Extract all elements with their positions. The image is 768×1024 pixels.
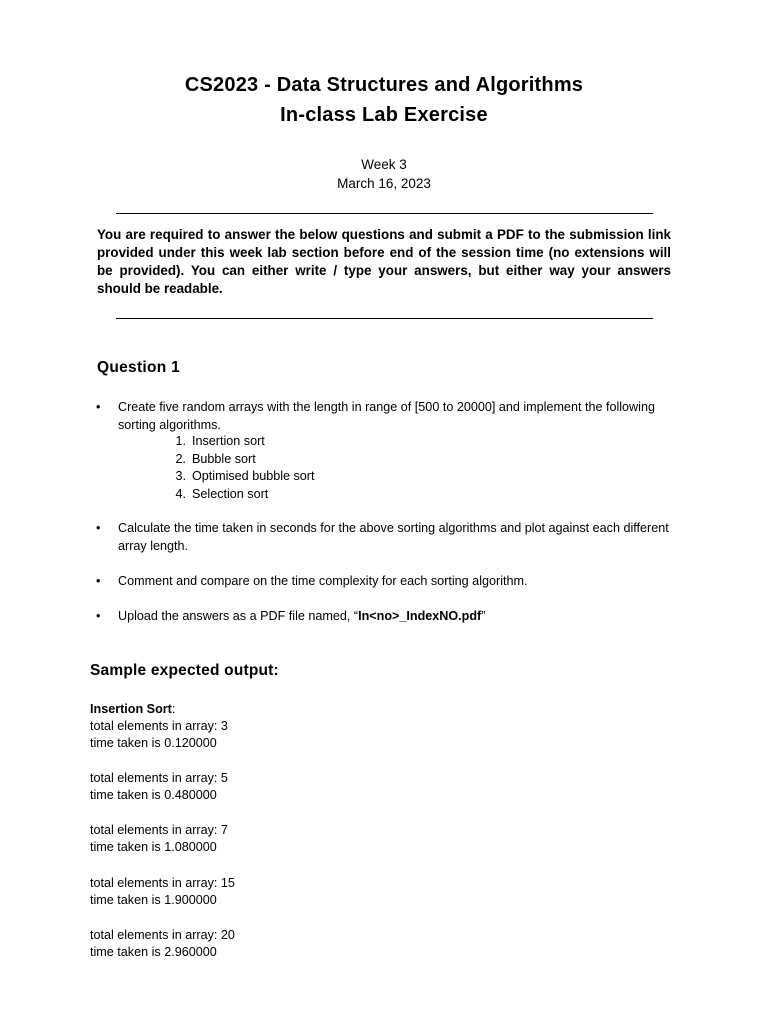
output-elements-line: total elements in array: 5 xyxy=(90,771,228,785)
output-time-line: time taken is 1.080000 xyxy=(90,840,217,854)
bullet-icon: • xyxy=(96,609,101,623)
bullet-text: Comment and compare on the time complexity for each sorting algorithm. xyxy=(118,574,528,588)
document-subtitle: In-class Lab Exercise xyxy=(280,104,488,126)
upload-suffix: ” xyxy=(481,609,486,623)
output-elements-line: total elements in array: 20 xyxy=(90,928,235,942)
week-label: Week 3 xyxy=(361,157,407,172)
list-number: 4. xyxy=(175,486,186,501)
list-item xyxy=(168,468,468,486)
output-elements-line: total elements in array: 15 xyxy=(90,876,235,890)
output-time-line: time taken is 1.900000 xyxy=(90,893,217,907)
output-entry xyxy=(90,770,490,804)
question-heading: Question 1 xyxy=(97,359,181,376)
output-entry xyxy=(90,822,490,856)
output-time-line: time taken is 2.960000 xyxy=(90,945,217,959)
output-elements-line: total elements in array: 3 xyxy=(90,719,228,733)
list-label: Optimised bubble sort xyxy=(192,469,315,484)
list-number: 1. xyxy=(175,434,186,448)
bullet-text: Calculate the time taken in seconds for the above sorting algorithms and plot against each different array length. xyxy=(118,521,669,553)
list-item xyxy=(168,433,468,451)
list-item xyxy=(168,451,468,469)
output-elements-line: total elements in array: 7 xyxy=(90,823,228,837)
sorting-algorithm-list xyxy=(168,433,468,503)
list-number: 2. xyxy=(175,451,186,466)
course-title: CS2023 - Data Structures and Algorithms xyxy=(184,74,584,96)
sample-output-title-text: Insertion Sort xyxy=(90,702,172,716)
bullet-icon: • xyxy=(96,400,101,414)
list-label: Insertion sort xyxy=(192,434,265,448)
bullet-text: Create five random arrays with the length in range of [500 to 20000] and implement the following sorting algorithms. xyxy=(118,400,655,432)
output-entry xyxy=(90,927,490,961)
output-time-line: time taken is 0.120000 xyxy=(90,736,217,750)
instructions-paragraph: You are required to answer the below questions and submit a PDF to the submission link provided under this week lab section before end of the session time (no extensions will be provided). You can either write / type your answers, but either way your answers should be readable. xyxy=(97,227,671,296)
list-label: Bubble sort xyxy=(192,451,256,466)
list-number: 3. xyxy=(175,469,186,484)
bullet-icon: • xyxy=(96,574,101,588)
upload-prefix: Upload the answers as a PDF file named, “ xyxy=(118,609,359,623)
list-label: Selection sort xyxy=(192,486,269,501)
sample-output-heading: Sample expected output: xyxy=(90,662,279,679)
date-label: March 16, 2023 xyxy=(337,176,431,191)
upload-filename: In<no>_IndexNO.pdf xyxy=(358,609,482,623)
list-item xyxy=(168,486,468,504)
output-time-line: time taken is 0.480000 xyxy=(90,788,217,802)
output-entry xyxy=(90,875,490,909)
output-entry xyxy=(90,718,490,752)
top-divider xyxy=(116,213,653,214)
sample-output-title-colon: : xyxy=(171,702,176,716)
bullet-icon: • xyxy=(96,521,101,535)
bottom-divider xyxy=(116,318,653,319)
sample-output-title xyxy=(90,701,175,718)
bullet-text xyxy=(118,608,688,626)
